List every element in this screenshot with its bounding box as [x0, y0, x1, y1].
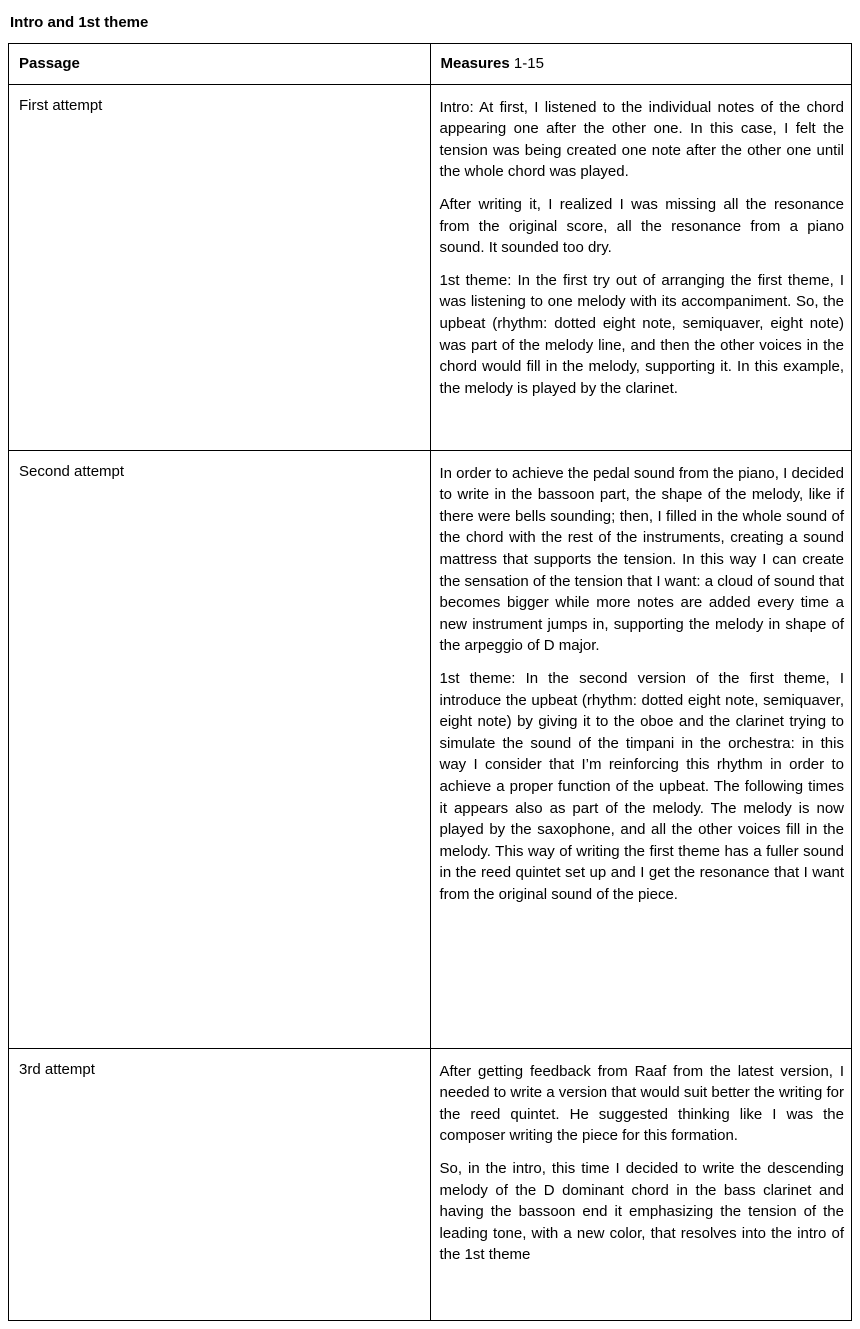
paragraph: So, in the intro, this time I decided to write the descending melody of the D dominant chord in the bass clarinet and having the bassoon end it emphasizing the tension of the leading tone, with a new color, that resolves into the intro of the 1st theme	[439, 1159, 844, 1264]
content-cell	[430, 450, 852, 1048]
passage-label: Second attempt	[19, 462, 125, 480]
paragraph: 1st theme: In the first try out of arranging the first theme, I was listening to one melody with its accompaniment. So, the upbeat (rhythm: dotted eight note, semiquaver, eight note) was part of the melody line, and then the other voices in the chord would fill in the melody, supporting it. In this example, the melody is played by the clarinet.	[439, 271, 844, 397]
passage-cell	[9, 84, 431, 450]
header-measures-value: 1-15	[509, 55, 544, 72]
paragraph: In order to achieve the pedal sound from the piano, I decided to write in the bassoon part, the shape of the melody, like if there were bells sounding; then, I filled in the whole sound of the chord with the rest of the instruments, creating a sound mattress that supports the tension. In this way I can create the sensation of the tension that I want: a cloud of sound that becomes bigger while more notes are added every time a new instrument jumps in, supporting the melody in shape of the arpeggio of D major.	[439, 464, 844, 655]
content-cell	[430, 84, 852, 450]
paragraph: After writing it, I realized I was missing all the resonance from the original score, all the resonance from a piano sound. It sounded too dry.	[439, 195, 844, 257]
passage-cell	[9, 1048, 431, 1320]
paragraph: 1st theme: In the second version of the first theme, I introduce the upbeat (rhythm: dotted eight note, semiquaver, eight note) by giving it to the oboe and the clarinet trying to simulate the sound of the timpani in the orchestra: in this way I consider that I’m reinforcing this rhythm in order to achieve a proper function of the upbeat. The following times it appears also as part of the melody. The melody is now played by the saxophone, and all the other voices fill in the melody. This way of writing the first theme has a fuller sound in the reed quintet set up and I get the resonance that I want from the original sound of the piece.	[439, 669, 844, 903]
header-cell-measures	[430, 44, 852, 85]
page-title: Intro and 1st theme	[10, 14, 149, 31]
header-measures-label: Measures	[440, 55, 510, 72]
table-row-first-attempt	[9, 84, 852, 450]
passage-label: 3rd attempt	[19, 1060, 95, 1078]
passage-cell	[9, 450, 431, 1048]
passage-label: First attempt	[19, 96, 103, 114]
table-header-row	[9, 44, 852, 85]
header-cell-passage	[9, 44, 431, 85]
paragraph: After getting feedback from Raaf from the latest version, I needed to write a version that would suit better the writing for the reed quintet. He suggested thinking like I was the composer writing the piece for this formation.	[439, 1062, 844, 1145]
content-cell	[430, 1048, 852, 1320]
passage-table	[8, 43, 852, 1321]
paragraph: Intro: At first, I listened to the individual notes of the chord appearing one after the other one. In this case, I felt the tension was being created one note after the other one until the whole chord was played.	[439, 98, 844, 181]
table-row-3rd-attempt	[9, 1048, 852, 1320]
header-passage-label: Passage	[19, 55, 80, 72]
table-row-second-attempt	[9, 450, 852, 1048]
